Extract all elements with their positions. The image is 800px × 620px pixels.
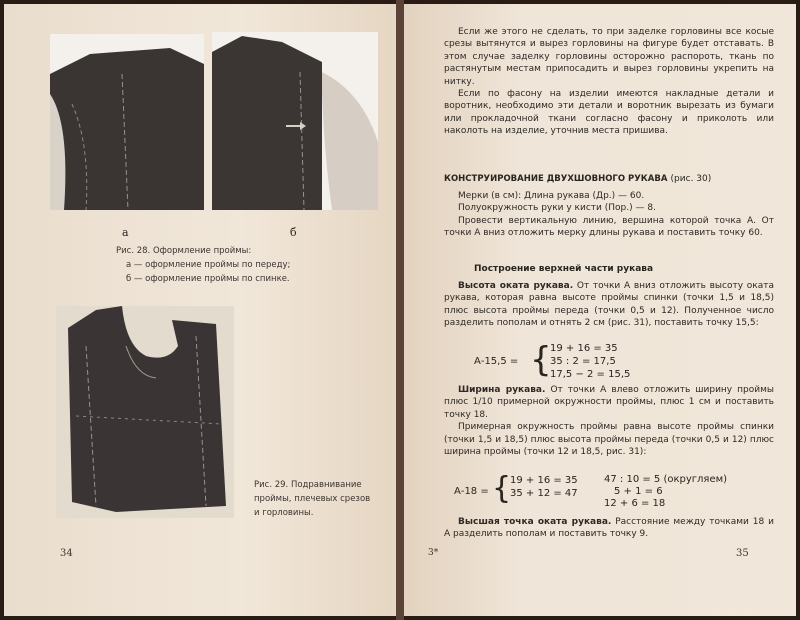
- sleeve-construction-heading: [444, 174, 711, 184]
- photo-b-label: б: [290, 226, 297, 239]
- top-point-term: Высшая точка оката рукава.: [458, 517, 612, 527]
- formula-1: [474, 342, 714, 382]
- measures-line-2: Полуокружность руки у кисти (Пор.) — 8.: [458, 203, 656, 214]
- figure-29-line-2: проймы, плечевых срезов: [254, 494, 371, 504]
- heading-1-text: КОНСТРУИРОВАНИЕ ДВУХШОВНОГО РУКАВА: [444, 174, 668, 184]
- left-page-number: 34: [60, 548, 73, 559]
- formula-2-left-row-1: 19 + 16 = 35: [510, 475, 578, 486]
- upper-part-heading: Построение верхней части рукава: [474, 264, 654, 274]
- signature-mark: 3*: [428, 548, 439, 558]
- garment-back-image: [212, 32, 378, 210]
- formula-2-right-row-3: 12 + 6 = 18: [604, 498, 666, 509]
- heading-1-ref: (рис. 30): [670, 174, 712, 184]
- garment-pattern-image: [56, 306, 234, 518]
- sleeve-height-term: Высота оката рукава.: [458, 281, 574, 291]
- right-page-number: 35: [736, 548, 749, 559]
- formula-1-row-1: 19 + 16 = 35: [550, 343, 618, 354]
- figure-28-caption: [116, 244, 366, 286]
- formula-2: [454, 471, 774, 514]
- figure-28a-photo: [50, 34, 204, 210]
- paragraph-4: Примерная окружность проймы равна высоте проймы спинки (точки 1,5 и 18,5) плюс высота проймы переда (точки 0,5 и 12) плюс ширина проймы (точки 12 и 18,5, рис. 31):: [444, 422, 774, 458]
- top-point-block: [444, 516, 774, 541]
- formula-2-left-row-2: 35 + 12 = 47: [510, 488, 578, 499]
- formula-2-lhs: А-18 =: [454, 486, 489, 497]
- photo-a-label: а: [122, 226, 129, 239]
- intro-text: [444, 26, 774, 138]
- figure-29-caption: [254, 478, 394, 520]
- right-page: [404, 4, 796, 616]
- left-page: [4, 4, 396, 616]
- formula-2-brace: {: [492, 471, 512, 506]
- figure-28-line-a: а — оформление проймы по переду;: [126, 260, 291, 270]
- figure-29-photo: [56, 306, 234, 518]
- sleeve-width-text: От точки А влево отложить ширину проймы плюс 1/10 примерной окружности проймы, плюс 1 см и поставить точку 18.: [444, 385, 774, 420]
- figure-28b-photo: [212, 32, 378, 210]
- formula-1-lhs: А-15,5 =: [474, 356, 519, 367]
- sleeve-height-text: От точки А вниз отложить высоту оката рукава, которая равна высоте проймы спинки (точки 1,5 и 18,5) плюс высота проймы переда (точки 0,5 и 12). Полученное число разделить пополам и отнять 2 см (рис. 31), поставить точку 15,5:: [444, 281, 774, 329]
- paragraph-1: Если же этого не сделать, то при заделке горловины все косые срезы вытянутся и вырез горловины на фигуре будет отставать. В этом случае заделку горловины осторожно распороть, ткань по растянутым местам припосадить и вырез горловины укрепить на нитку.: [444, 27, 774, 87]
- sleeve-width-term: Ширина рукава.: [458, 385, 546, 395]
- figure-29-line-3: и горловины.: [254, 508, 314, 518]
- top-point-text: Расстояние между точками 18 и А разделить пополам и поставить точку 9.: [444, 517, 774, 540]
- formula-1-row-3: 17,5 − 2 = 15,5: [550, 369, 631, 380]
- measures-block: [444, 190, 774, 240]
- formula-1-brace: {: [530, 340, 552, 380]
- sleeve-width-block: [444, 384, 774, 458]
- figure-28-line-b: б — оформление проймы по спинке.: [126, 274, 290, 284]
- garment-front-image: [50, 34, 204, 210]
- paragraph-2: Если по фасону на изделии имеются накладные детали и воротник, необходимо эти детали и воротник вырезать из бумаги или прокладочной ткани согласно фасону и приколоть или наколоть на изделие, уточнив места пришива.: [444, 89, 774, 137]
- watermark: PassionForum.ru: [709, 607, 792, 618]
- sleeve-height-block: [444, 280, 774, 330]
- measures-line-1: Мерки (в см): Длина рукава (Др.) — 60.: [458, 191, 645, 201]
- formula-2-right-row-2: 5 + 1 = 6: [614, 486, 663, 497]
- figure-29-line-1: Рис. 29. Подравнивание: [254, 480, 362, 490]
- book-gutter: [396, 0, 404, 620]
- figure-28-title: Рис. 28. Оформление проймы:: [116, 246, 252, 256]
- formula-1-row-2: 35 : 2 = 17,5: [550, 356, 616, 367]
- formula-2-right-row-1: 47 : 10 = 5 (округляем): [604, 474, 728, 485]
- paragraph-3: Провести вертикальную линию, вершина которой точка А. От точки А вниз отложить мерку длины рукава и поставить точку 60.: [444, 215, 774, 239]
